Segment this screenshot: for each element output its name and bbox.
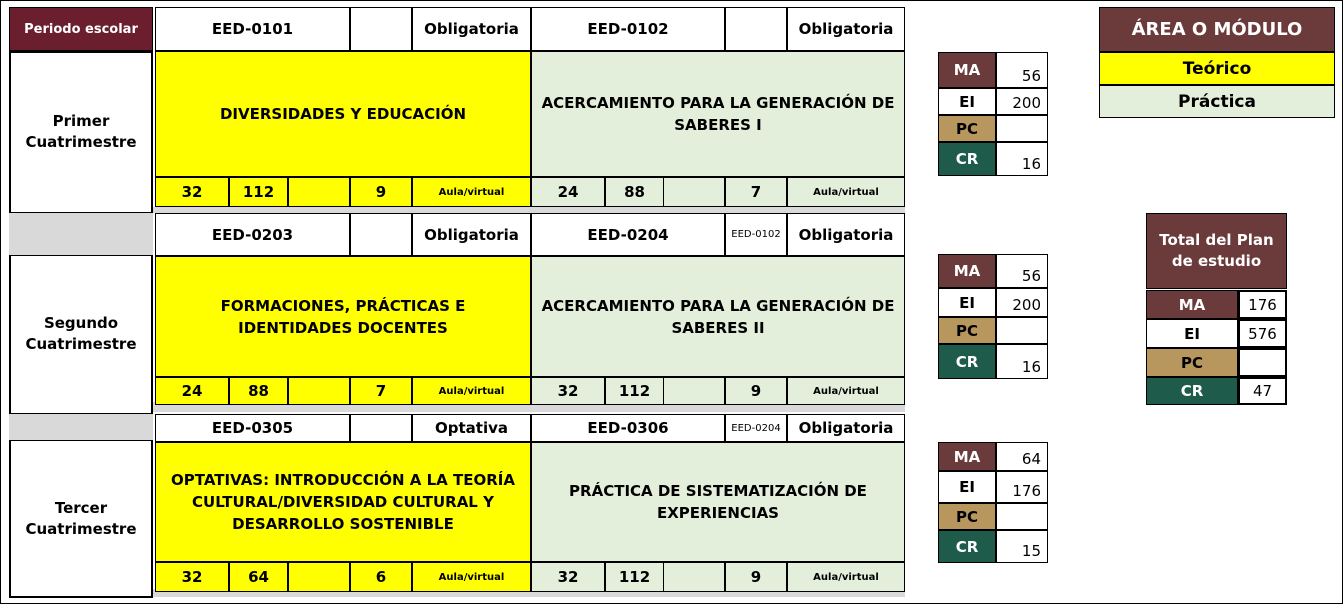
course-prereq xyxy=(350,414,412,442)
semester-label-1: Primer Cuatrimestre xyxy=(25,112,137,151)
course-title: OPTATIVAS: INTRODUCCIÓN A LA TEORÍA CULTURAL/DIVERSIDAD CULTURAL Y DESARROLLO SOSTENIBLE xyxy=(155,442,531,562)
separator-2 xyxy=(9,413,153,441)
course-code: EED-0204 xyxy=(531,213,725,256)
course-prereq xyxy=(350,213,412,256)
course-hours: 32 xyxy=(155,562,229,592)
summary-value-cr: 16 xyxy=(996,142,1048,176)
course-hours xyxy=(663,377,725,405)
course-title: DIVERSIDADES Y EDUCACIÓN xyxy=(155,51,531,177)
course-hours: 32 xyxy=(531,562,605,592)
course-hours: 9 xyxy=(725,377,787,405)
semester-label-2: Segundo Cuatrimestre xyxy=(25,314,137,353)
course-hours: 9 xyxy=(725,562,787,592)
total-label-pc: PC xyxy=(1146,348,1238,377)
course-hours: 64 xyxy=(229,562,288,592)
summary-value-ma: 56 xyxy=(996,52,1048,88)
course-mode: Aula/virtual xyxy=(412,562,531,592)
total-value-ma: 176 xyxy=(1238,290,1287,319)
total-value-cr: 47 xyxy=(1238,377,1287,405)
course-hours xyxy=(663,562,725,592)
course-title: FORMACIONES, PRÁCTICAS E IDENTIDADES DOCENTES xyxy=(155,256,531,377)
course-hours: 32 xyxy=(155,177,229,207)
summary-label-pc: PC xyxy=(938,503,996,530)
course-hours: 6 xyxy=(350,562,412,592)
legend-teorico: Teórico xyxy=(1099,52,1335,85)
course-hours: 9 xyxy=(350,177,412,207)
course-hours: 112 xyxy=(605,562,664,592)
course-hours: 88 xyxy=(605,177,664,207)
course-hours xyxy=(288,562,350,592)
total-title: Total del Plan de estudio xyxy=(1146,213,1287,289)
summary-label-ma: MA xyxy=(938,254,996,288)
total-label-ma: MA xyxy=(1146,290,1238,319)
summary-value-ma: 56 xyxy=(996,254,1048,288)
legend-practica: Práctica xyxy=(1099,85,1335,118)
course-type: Obligatoria xyxy=(787,7,905,51)
summary-value-cr: 16 xyxy=(996,344,1048,379)
course-type: Obligatoria xyxy=(412,7,531,51)
course-title: PRÁCTICA DE SISTEMATIZACIÓN DE EXPERIENCIAS xyxy=(531,442,905,562)
summary-label-ei: EI xyxy=(938,288,996,317)
summary-value-ei: 176 xyxy=(996,471,1048,503)
course-hours xyxy=(288,377,350,405)
summary-value-pc xyxy=(996,115,1048,142)
course-title: ACERCAMIENTO PARA LA GENERACIÓN DE SABERES II xyxy=(531,256,905,377)
course-prereq xyxy=(350,7,412,51)
course-mode: Aula/virtual xyxy=(412,177,531,207)
course-prereq xyxy=(725,7,787,51)
summary-label-ma: MA xyxy=(938,52,996,88)
course-code: EED-0102 xyxy=(531,7,725,51)
total-label-ei: EI xyxy=(1146,319,1238,348)
course-code: EED-0305 xyxy=(155,414,350,442)
total-label-cr: CR xyxy=(1146,377,1238,405)
summary-label-cr: CR xyxy=(938,344,996,379)
summary-label-cr: CR xyxy=(938,142,996,176)
course-prereq: EED-0102 xyxy=(725,213,787,256)
course-type: Obligatoria xyxy=(412,213,531,256)
course-mode: Aula/virtual xyxy=(412,377,531,405)
course-hours: 112 xyxy=(605,377,664,405)
summary-label-ei: EI xyxy=(938,471,996,503)
total-value-pc xyxy=(1238,348,1287,377)
summary-label-ma: MA xyxy=(938,442,996,471)
course-hours: 32 xyxy=(531,377,605,405)
period-header: Periodo escolar xyxy=(9,7,153,51)
course-hours xyxy=(663,177,725,207)
course-mode: Aula/virtual xyxy=(787,562,905,592)
summary-label-pc: PC xyxy=(938,115,996,142)
course-hours: 112 xyxy=(229,177,288,207)
summary-value-ma: 64 xyxy=(996,442,1048,471)
course-hours: 7 xyxy=(725,177,787,207)
summary-value-cr: 15 xyxy=(996,530,1048,563)
course-hours: 7 xyxy=(350,377,412,405)
course-type: Optativa xyxy=(412,414,531,442)
course-type: Obligatoria xyxy=(787,414,905,442)
course-hours xyxy=(288,177,350,207)
course-hours: 24 xyxy=(155,377,229,405)
semester-label-3: Tercer Cuatrimestre xyxy=(25,499,137,538)
summary-value-ei: 200 xyxy=(996,88,1048,115)
course-mode: Aula/virtual xyxy=(787,377,905,405)
course-title: ACERCAMIENTO PARA LA GENERACIÓN DE SABERES I xyxy=(531,51,905,177)
course-type: Obligatoria xyxy=(787,213,905,256)
course-code: EED-0203 xyxy=(155,213,350,256)
legend-title: ÁREA O MÓDULO xyxy=(1099,7,1335,52)
summary-label-cr: CR xyxy=(938,530,996,563)
summary-label-pc: PC xyxy=(938,317,996,344)
course-mode: Aula/virtual xyxy=(787,177,905,207)
summary-value-ei: 200 xyxy=(996,288,1048,317)
course-hours: 88 xyxy=(229,377,288,405)
course-code: EED-0101 xyxy=(155,7,350,51)
summary-label-ei: EI xyxy=(938,88,996,115)
course-code: EED-0306 xyxy=(531,414,725,442)
course-prereq: EED-0204 xyxy=(725,414,787,442)
course-hours: 24 xyxy=(531,177,605,207)
total-value-ei: 576 xyxy=(1238,319,1287,348)
summary-value-pc xyxy=(996,503,1048,530)
separator-1 xyxy=(9,212,153,256)
summary-value-pc xyxy=(996,317,1048,344)
